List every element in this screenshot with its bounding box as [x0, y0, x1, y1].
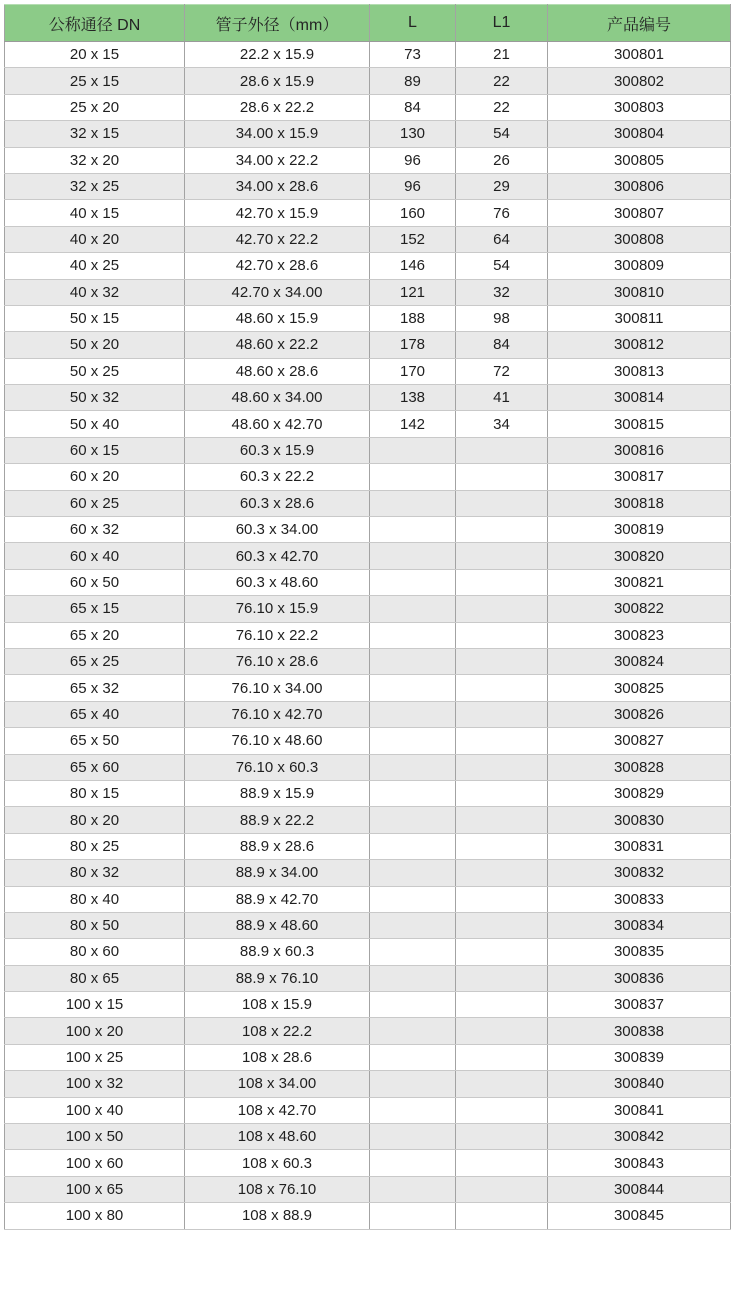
cell-l1: [456, 1044, 548, 1070]
cell-od: 48.60 x 34.00: [185, 385, 370, 411]
table-row: [5, 728, 731, 754]
cell-l1: [456, 464, 548, 490]
table-row: [5, 1097, 731, 1123]
cell-dn: 100 x 60: [5, 1150, 185, 1176]
cell-dn: 80 x 20: [5, 807, 185, 833]
cell-od: 60.3 x 48.60: [185, 569, 370, 595]
table-row: [5, 1150, 731, 1176]
cell-l1: 22: [456, 94, 548, 120]
table-row: [5, 807, 731, 833]
cell-l1: [456, 939, 548, 965]
table-row: [5, 701, 731, 727]
cell-od: 76.10 x 42.70: [185, 701, 370, 727]
table-row: [5, 912, 731, 938]
cell-dn: 80 x 50: [5, 912, 185, 938]
table-row: [5, 1018, 731, 1044]
cell-code: 300822: [548, 596, 731, 622]
cell-od: 34.00 x 15.9: [185, 121, 370, 147]
cell-l1: [456, 1018, 548, 1044]
cell-od: 34.00 x 22.2: [185, 147, 370, 173]
table-row: [5, 464, 731, 490]
cell-od: 60.3 x 15.9: [185, 437, 370, 463]
cell-dn: 80 x 32: [5, 860, 185, 886]
cell-code: 300838: [548, 1018, 731, 1044]
cell-code: 300804: [548, 121, 731, 147]
table-row: [5, 939, 731, 965]
cell-code: 300832: [548, 860, 731, 886]
table-row: [5, 437, 731, 463]
cell-od: 108 x 28.6: [185, 1044, 370, 1070]
cell-dn: 25 x 20: [5, 94, 185, 120]
table-row: [5, 622, 731, 648]
cell-od: 108 x 76.10: [185, 1176, 370, 1202]
cell-l1: [456, 886, 548, 912]
cell-l1: [456, 648, 548, 674]
table-row: [5, 385, 731, 411]
cell-dn: 65 x 60: [5, 754, 185, 780]
cell-code: 300845: [548, 1203, 731, 1229]
cell-l1: [456, 780, 548, 806]
table-row: [5, 860, 731, 886]
cell-dn: 60 x 40: [5, 543, 185, 569]
cell-l1: [456, 1071, 548, 1097]
cell-dn: 65 x 40: [5, 701, 185, 727]
cell-od: 60.3 x 22.2: [185, 464, 370, 490]
cell-l1: [456, 675, 548, 701]
cell-l: [370, 490, 456, 516]
cell-od: 108 x 88.9: [185, 1203, 370, 1229]
table-row: [5, 490, 731, 516]
cell-l: [370, 464, 456, 490]
cell-code: 300818: [548, 490, 731, 516]
table-row: [5, 1071, 731, 1097]
cell-od: 108 x 22.2: [185, 1018, 370, 1044]
cell-l: 142: [370, 411, 456, 437]
table-row: [5, 754, 731, 780]
table-row: [5, 992, 731, 1018]
cell-od: 88.9 x 60.3: [185, 939, 370, 965]
cell-od: 76.10 x 60.3: [185, 754, 370, 780]
cell-dn: 65 x 20: [5, 622, 185, 648]
cell-code: 300808: [548, 226, 731, 252]
cell-dn: 60 x 50: [5, 569, 185, 595]
cell-od: 42.70 x 28.6: [185, 253, 370, 279]
cell-od: 88.9 x 34.00: [185, 860, 370, 886]
product-spec-table: [4, 4, 731, 1230]
cell-dn: 80 x 60: [5, 939, 185, 965]
cell-l1: [456, 517, 548, 543]
cell-l: [370, 807, 456, 833]
cell-l: [370, 543, 456, 569]
cell-dn: 65 x 50: [5, 728, 185, 754]
cell-l1: [456, 596, 548, 622]
cell-code: 300810: [548, 279, 731, 305]
table-row: [5, 886, 731, 912]
cell-od: 76.10 x 22.2: [185, 622, 370, 648]
table-row: [5, 173, 731, 199]
cell-dn: 32 x 20: [5, 147, 185, 173]
cell-code: 300803: [548, 94, 731, 120]
cell-l: [370, 728, 456, 754]
cell-l1: 98: [456, 305, 548, 331]
cell-od: 42.70 x 34.00: [185, 279, 370, 305]
cell-dn: 100 x 32: [5, 1071, 185, 1097]
cell-code: 300828: [548, 754, 731, 780]
cell-l1: [456, 543, 548, 569]
cell-dn: 80 x 25: [5, 833, 185, 859]
table-row: [5, 42, 731, 68]
table-row: [5, 279, 731, 305]
cell-dn: 65 x 32: [5, 675, 185, 701]
cell-dn: 80 x 15: [5, 780, 185, 806]
cell-dn: 25 x 15: [5, 68, 185, 94]
cell-od: 34.00 x 28.6: [185, 173, 370, 199]
cell-code: 300816: [548, 437, 731, 463]
cell-l: [370, 569, 456, 595]
table-row: [5, 833, 731, 859]
cell-code: 300807: [548, 200, 731, 226]
cell-l: 146: [370, 253, 456, 279]
cell-l: 130: [370, 121, 456, 147]
cell-l: [370, 648, 456, 674]
cell-dn: 40 x 15: [5, 200, 185, 226]
header-row: [5, 5, 731, 42]
cell-l: 138: [370, 385, 456, 411]
table-row: [5, 226, 731, 252]
cell-code: 300823: [548, 622, 731, 648]
cell-od: 108 x 15.9: [185, 992, 370, 1018]
table-row: [5, 596, 731, 622]
cell-l1: [456, 992, 548, 1018]
table-row: [5, 305, 731, 331]
cell-od: 88.9 x 76.10: [185, 965, 370, 991]
cell-dn: 50 x 20: [5, 332, 185, 358]
cell-od: 76.10 x 34.00: [185, 675, 370, 701]
cell-l: [370, 517, 456, 543]
cell-dn: 40 x 20: [5, 226, 185, 252]
cell-l: 121: [370, 279, 456, 305]
cell-code: 300835: [548, 939, 731, 965]
table-row: [5, 569, 731, 595]
cell-l: 170: [370, 358, 456, 384]
cell-od: 88.9 x 22.2: [185, 807, 370, 833]
cell-l: 96: [370, 147, 456, 173]
cell-code: 300805: [548, 147, 731, 173]
table-row: [5, 780, 731, 806]
cell-od: 42.70 x 22.2: [185, 226, 370, 252]
cell-l1: [456, 437, 548, 463]
cell-l1: [456, 1176, 548, 1202]
cell-dn: 100 x 80: [5, 1203, 185, 1229]
cell-code: 300830: [548, 807, 731, 833]
cell-dn: 100 x 25: [5, 1044, 185, 1070]
cell-l1: [456, 1203, 548, 1229]
cell-dn: 50 x 32: [5, 385, 185, 411]
cell-od: 88.9 x 28.6: [185, 833, 370, 859]
cell-l1: 54: [456, 253, 548, 279]
cell-od: 60.3 x 34.00: [185, 517, 370, 543]
cell-l1: [456, 860, 548, 886]
cell-l1: 54: [456, 121, 548, 147]
table-row: [5, 1124, 731, 1150]
cell-code: 300827: [548, 728, 731, 754]
cell-l1: 72: [456, 358, 548, 384]
table-row: [5, 517, 731, 543]
cell-code: 300831: [548, 833, 731, 859]
cell-code: 300806: [548, 173, 731, 199]
cell-dn: 40 x 25: [5, 253, 185, 279]
cell-l1: 76: [456, 200, 548, 226]
cell-od: 108 x 42.70: [185, 1097, 370, 1123]
cell-code: 300812: [548, 332, 731, 358]
cell-od: 60.3 x 42.70: [185, 543, 370, 569]
cell-l: [370, 1150, 456, 1176]
cell-od: 48.60 x 28.6: [185, 358, 370, 384]
cell-code: 300820: [548, 543, 731, 569]
cell-code: 300817: [548, 464, 731, 490]
table-row: [5, 675, 731, 701]
cell-od: 108 x 34.00: [185, 1071, 370, 1097]
cell-dn: 50 x 40: [5, 411, 185, 437]
cell-od: 76.10 x 48.60: [185, 728, 370, 754]
cell-dn: 100 x 50: [5, 1124, 185, 1150]
column-header-od: 管子外径（mm）: [185, 5, 370, 42]
cell-l: 152: [370, 226, 456, 252]
cell-l1: [456, 833, 548, 859]
cell-l: [370, 437, 456, 463]
cell-dn: 60 x 25: [5, 490, 185, 516]
cell-l1: [456, 569, 548, 595]
cell-l: [370, 1176, 456, 1202]
cell-od: 88.9 x 48.60: [185, 912, 370, 938]
cell-l: [370, 1124, 456, 1150]
cell-dn: 65 x 25: [5, 648, 185, 674]
table-row: [5, 68, 731, 94]
cell-l: [370, 1097, 456, 1123]
cell-code: 300819: [548, 517, 731, 543]
cell-l1: 41: [456, 385, 548, 411]
cell-code: 300809: [548, 253, 731, 279]
cell-l1: [456, 701, 548, 727]
cell-code: 300841: [548, 1097, 731, 1123]
cell-code: 300815: [548, 411, 731, 437]
cell-l1: 34: [456, 411, 548, 437]
table-row: [5, 94, 731, 120]
cell-dn: 100 x 15: [5, 992, 185, 1018]
cell-l: [370, 701, 456, 727]
cell-od: 48.60 x 42.70: [185, 411, 370, 437]
cell-od: 22.2 x 15.9: [185, 42, 370, 68]
cell-l: 73: [370, 42, 456, 68]
cell-l1: 21: [456, 42, 548, 68]
cell-l: [370, 992, 456, 1018]
cell-l: [370, 833, 456, 859]
cell-l: [370, 912, 456, 938]
cell-l: [370, 754, 456, 780]
cell-l1: 32: [456, 279, 548, 305]
cell-dn: 65 x 15: [5, 596, 185, 622]
table-header: [5, 5, 731, 42]
column-header-l: L: [370, 5, 456, 42]
cell-code: 300829: [548, 780, 731, 806]
table-row: [5, 121, 731, 147]
cell-code: 300814: [548, 385, 731, 411]
cell-l: 160: [370, 200, 456, 226]
table-row: [5, 1203, 731, 1229]
cell-code: 300825: [548, 675, 731, 701]
cell-code: 300836: [548, 965, 731, 991]
cell-code: 300837: [548, 992, 731, 1018]
cell-dn: 100 x 20: [5, 1018, 185, 1044]
cell-dn: 60 x 20: [5, 464, 185, 490]
cell-dn: 32 x 25: [5, 173, 185, 199]
cell-od: 88.9 x 15.9: [185, 780, 370, 806]
cell-od: 42.70 x 15.9: [185, 200, 370, 226]
cell-code: 300843: [548, 1150, 731, 1176]
cell-l: [370, 1071, 456, 1097]
cell-l: [370, 860, 456, 886]
cell-l: [370, 1018, 456, 1044]
cell-od: 88.9 x 42.70: [185, 886, 370, 912]
cell-code: 300840: [548, 1071, 731, 1097]
cell-l1: [456, 622, 548, 648]
cell-l1: [456, 1124, 548, 1150]
column-header-l1: L1: [456, 5, 548, 42]
cell-dn: 50 x 15: [5, 305, 185, 331]
cell-dn: 32 x 15: [5, 121, 185, 147]
cell-l1: [456, 1150, 548, 1176]
cell-od: 28.6 x 15.9: [185, 68, 370, 94]
cell-l: [370, 1203, 456, 1229]
cell-code: 300802: [548, 68, 731, 94]
cell-code: 300839: [548, 1044, 731, 1070]
cell-od: 60.3 x 28.6: [185, 490, 370, 516]
cell-od: 108 x 60.3: [185, 1150, 370, 1176]
cell-l: [370, 886, 456, 912]
cell-l1: [456, 754, 548, 780]
cell-l: 96: [370, 173, 456, 199]
cell-dn: 40 x 32: [5, 279, 185, 305]
cell-l1: [456, 490, 548, 516]
cell-l1: [456, 728, 548, 754]
cell-code: 300824: [548, 648, 731, 674]
cell-code: 300844: [548, 1176, 731, 1202]
table-row: [5, 1044, 731, 1070]
cell-l1: [456, 1097, 548, 1123]
cell-l1: 64: [456, 226, 548, 252]
cell-od: 28.6 x 22.2: [185, 94, 370, 120]
table-row: [5, 648, 731, 674]
table-row: [5, 147, 731, 173]
cell-l1: 26: [456, 147, 548, 173]
cell-l: 89: [370, 68, 456, 94]
cell-dn: 20 x 15: [5, 42, 185, 68]
cell-code: 300826: [548, 701, 731, 727]
cell-dn: 100 x 65: [5, 1176, 185, 1202]
cell-code: 300842: [548, 1124, 731, 1150]
cell-l1: 29: [456, 173, 548, 199]
cell-od: 108 x 48.60: [185, 1124, 370, 1150]
cell-l: [370, 939, 456, 965]
cell-od: 48.60 x 22.2: [185, 332, 370, 358]
cell-l: [370, 675, 456, 701]
table-row: [5, 358, 731, 384]
cell-l1: [456, 965, 548, 991]
cell-code: 300801: [548, 42, 731, 68]
column-header-code: 产品编号: [548, 5, 731, 42]
cell-dn: 60 x 15: [5, 437, 185, 463]
column-header-dn: 公称通径 DN: [5, 5, 185, 42]
table-row: [5, 253, 731, 279]
cell-l: [370, 780, 456, 806]
cell-l1: 84: [456, 332, 548, 358]
cell-dn: 80 x 40: [5, 886, 185, 912]
table-row: [5, 543, 731, 569]
table-row: [5, 200, 731, 226]
table-row: [5, 332, 731, 358]
cell-code: 300813: [548, 358, 731, 384]
cell-od: 76.10 x 28.6: [185, 648, 370, 674]
cell-l1: 22: [456, 68, 548, 94]
table-row: [5, 965, 731, 991]
cell-dn: 80 x 65: [5, 965, 185, 991]
cell-l: 84: [370, 94, 456, 120]
cell-code: 300821: [548, 569, 731, 595]
cell-code: 300811: [548, 305, 731, 331]
cell-l: [370, 965, 456, 991]
cell-code: 300834: [548, 912, 731, 938]
table-row: [5, 411, 731, 437]
cell-l: [370, 1044, 456, 1070]
cell-dn: 100 x 40: [5, 1097, 185, 1123]
table-row: [5, 1176, 731, 1202]
cell-od: 48.60 x 15.9: [185, 305, 370, 331]
cell-l: 178: [370, 332, 456, 358]
cell-dn: 60 x 32: [5, 517, 185, 543]
cell-l1: [456, 912, 548, 938]
cell-l: 188: [370, 305, 456, 331]
cell-dn: 50 x 25: [5, 358, 185, 384]
table-body: [5, 42, 731, 1230]
cell-l: [370, 622, 456, 648]
cell-code: 300833: [548, 886, 731, 912]
cell-l: [370, 596, 456, 622]
cell-od: 76.10 x 15.9: [185, 596, 370, 622]
cell-l1: [456, 807, 548, 833]
